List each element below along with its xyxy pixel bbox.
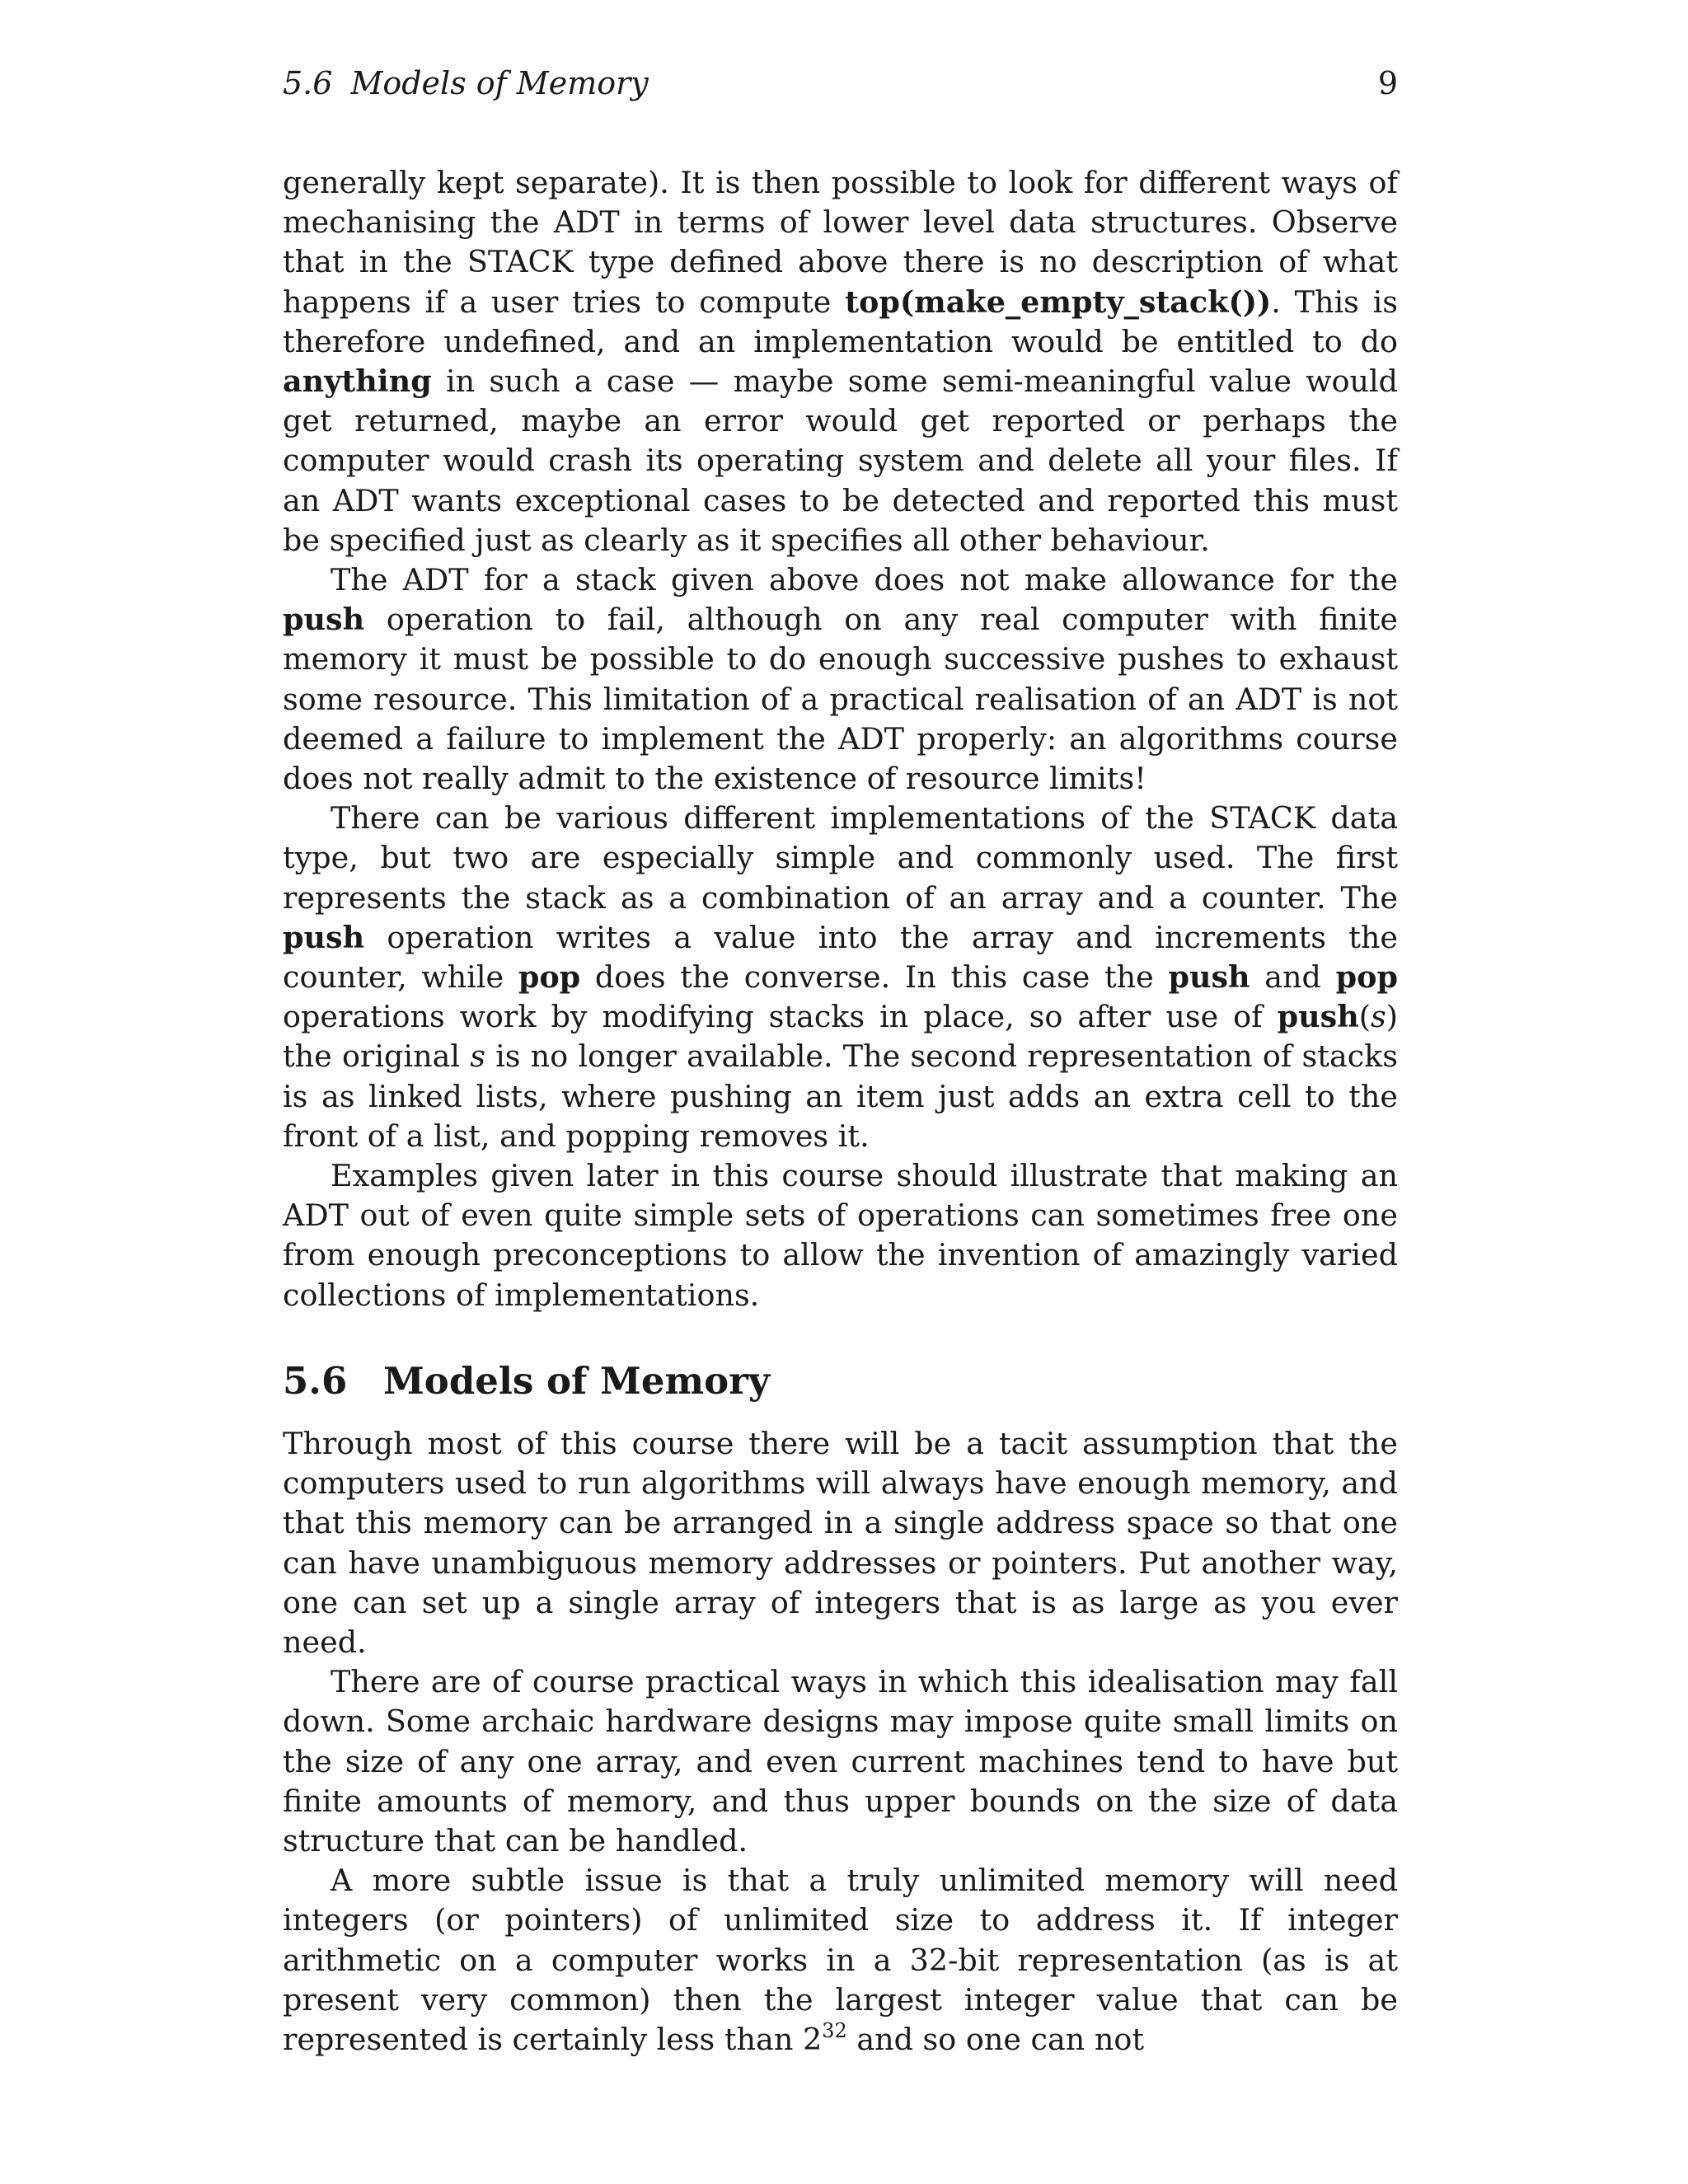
text-run: Through most of this course there will be a tacit assumption that the computers used to run algorithms will always have enough memory, and that this memory can be arranged in a single address space so that one can have unambiguous memory addresses or pointers. Put another way, one can set up a single array of integers that is as large as you ever need.: [283, 1425, 1398, 1660]
section-number: 5.6: [283, 1358, 348, 1403]
text-run: is no longer available. The second representation of stacks is as linked lists, where pushing an item just adds an extra cell to the front of a list, and popping removes it.: [283, 1038, 1398, 1154]
text-run: in such a case — maybe some semi-meaningful value would get returned, maybe an error would get reported or perhaps the computer would crash its operating system and delete all your files. If an ADT wants exceptional cases to be detected and reported this must be specified just as clearly as it specifies all other behaviour.: [283, 363, 1398, 558]
text-run: generally kept separate). It is then possible to look for different ways of mechanising the ADT in terms of lower level data structures. Observe that in the STACK type defined above there is no description of what happens if a user tries to compute: [283, 165, 1398, 320]
text-run: ) the original: [283, 999, 1398, 1075]
code-term: pop: [518, 959, 581, 996]
running-header: [283, 63, 1398, 104]
page-number: 9: [1377, 65, 1398, 101]
code-term: top(make_empty_stack()): [845, 284, 1272, 320]
running-section-title: Models of Memory: [350, 65, 649, 101]
code-term: push: [283, 602, 365, 638]
math-variable: s: [470, 1038, 485, 1075]
text-run: The ADT for a stack given above does not make allowance for the: [331, 562, 1398, 598]
text-run: operation to fail, although on any real computer with finite memory it must be possible to do enough successive pushes to exhaust some resource. This limitation of a practical realisation of an ADT is not deemed a failure to implement the ADT properly: an algorithms course does not really admit to the existence of resource limits!: [283, 602, 1398, 797]
paragraph-idealisation: [283, 1662, 1398, 1861]
paragraph-push-failure: [283, 560, 1398, 799]
code-term: pop: [1335, 959, 1398, 996]
text-run: There are of course practical ways in which this idealisation may fall down. Some archaic hardware designs may impose quite small limits on the size of any one array, and even current machines tend to have but finite amounts of memory, and thus upper bounds on the size of data structure that can be handled.: [283, 1664, 1398, 1858]
emphasis-term: anything: [283, 363, 432, 400]
paragraph-adt-examples: [283, 1156, 1398, 1315]
text-run: There can be various different implementations of the STACK data type, but two are especially simple and commonly used. The first represents the stack as a combination of an array and a counter. The: [283, 800, 1398, 916]
text-run: does the converse. In this case the: [580, 959, 1169, 996]
code-term: push: [1168, 959, 1250, 996]
power-base: 2: [802, 2021, 823, 2057]
paragraph-adt-undefined: [283, 163, 1398, 560]
text-run: (: [1358, 999, 1372, 1035]
text-run: A more subtle issue is that a truly unlimited memory will need integers (or pointers) of unlimited size to address it. If integer arithmetic on a computer works in a 32-bit representation (as is at present very common) then the largest integer value that can be represented is certainly less than: [283, 1863, 1398, 2057]
paragraph-stack-implementations: [283, 799, 1398, 1156]
section-heading: [283, 1358, 1398, 1404]
text-run: operation writes a value into the array and increments the counter, while: [283, 919, 1398, 996]
body-text: [283, 163, 1398, 2060]
code-term: push: [283, 919, 365, 955]
running-section-number: 5.6: [283, 65, 333, 101]
running-title: [283, 63, 649, 104]
text-run: operations work by modifying stacks in place, so after use of: [283, 999, 1278, 1035]
power-exponent: 32: [822, 2018, 847, 2042]
text-run: and so one can not: [846, 2021, 1145, 2057]
text-run: . This is therefore undefined, and an implementation would be entitled to do: [283, 284, 1398, 359]
text-run: and: [1250, 959, 1336, 996]
text-run: Examples given later in this course should illustrate that making an ADT out of even quite simple sets of operations can sometimes free one from enough preconceptions to allow the invention of amazingly varied collections of implementations.: [283, 1158, 1398, 1313]
code-term: push: [1277, 999, 1359, 1035]
math-variable: s: [1371, 999, 1386, 1035]
paragraph-memory-assumption: [283, 1424, 1398, 1662]
section-title: Models of Memory: [383, 1358, 770, 1403]
paragraph-unlimited-memory: [283, 1861, 1398, 2060]
